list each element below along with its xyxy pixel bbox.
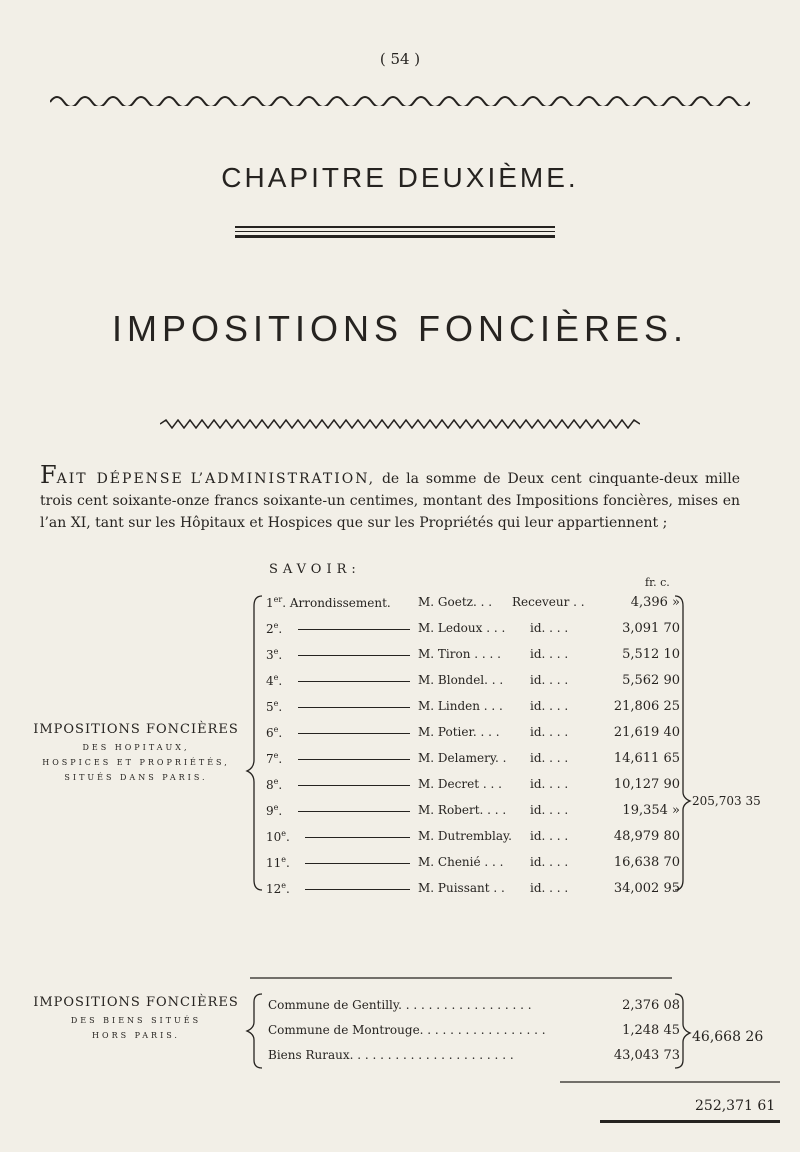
main-title: IMPOSITIONS FONCIÈRES. xyxy=(111,308,689,349)
row-amount: 34,002 95 xyxy=(613,881,680,896)
row-amount: 4,396 » xyxy=(630,595,680,610)
row-collector: M. Ledoux . . . xyxy=(418,621,506,635)
row-title: id. . . . xyxy=(530,803,569,817)
section2-right-brace xyxy=(675,994,690,1068)
row-collector: M. Tiron . . . . xyxy=(418,647,501,661)
row-amount: 19,354 » xyxy=(622,803,680,818)
row-collector: M. Dutremblay. xyxy=(418,829,512,843)
grand-total: 252,371 61 xyxy=(695,1098,776,1114)
row-title: id. . . . xyxy=(530,699,569,713)
section2-label-sub: HORS PARIS. xyxy=(92,1031,180,1040)
row-ordinal: 11e. xyxy=(266,855,290,870)
row-amount: 16,638 70 xyxy=(613,855,680,870)
section1-left-brace xyxy=(247,596,262,890)
row-collector: M. Decret . . . xyxy=(418,777,502,791)
drop-letter: F xyxy=(40,461,57,489)
row-ordinal: 5e. xyxy=(266,699,283,714)
section1-subtotal: 205,703 35 xyxy=(692,794,761,808)
row-ordinal: 12e. xyxy=(266,881,290,896)
page-number: ( 54 ) xyxy=(379,50,421,68)
commune-label: Commune de Gentilly. . . . . . . . . . . . . . . . . . xyxy=(268,998,532,1012)
section1-label-sub: DES HOPITAUX, xyxy=(82,743,190,752)
row-ordinal: 1er. Arrondissement. xyxy=(266,595,391,610)
savoir-heading: SAVOIR: xyxy=(269,562,361,577)
row-title: id. . . . xyxy=(530,673,569,687)
row-collector: M. Chenié . . . xyxy=(418,855,504,869)
commune-amount: 1,248 45 xyxy=(622,1023,680,1038)
row-collector: M. Delamery. . xyxy=(418,751,507,765)
row-ordinal: 7e. xyxy=(266,751,283,766)
row-amount: 21,619 40 xyxy=(613,725,680,740)
row-amount: 14,611 65 xyxy=(613,751,680,766)
section1-label-sub: HOSPICES ET PROPRIÉTÉS, xyxy=(42,758,230,767)
row-ordinal: 10e. xyxy=(266,829,290,844)
row-amount: 10,127 90 xyxy=(613,777,680,792)
row-collector: M. Goetz. . . xyxy=(418,595,493,609)
row-title: id. . . . xyxy=(530,751,569,765)
section1-right-brace xyxy=(675,596,690,890)
section2-subtotal: 46,668 26 xyxy=(692,1029,764,1045)
row-amount: 5,562 90 xyxy=(622,673,680,688)
row-collector: M. Potier. . . . xyxy=(418,725,500,739)
section1-label-sub: SITUÉS DANS PARIS. xyxy=(64,773,208,782)
row-title: id. . . . xyxy=(530,777,569,791)
row-amount: 21,806 25 xyxy=(613,699,680,714)
commune-label: Biens Ruraux. . . . . . . . . . . . . . . . . . . . . . xyxy=(268,1048,514,1062)
row-ordinal: 6e. xyxy=(266,725,283,740)
commune-amount: 43,043 73 xyxy=(613,1048,680,1063)
intro-text: de la somme de Deux cent cinquante-deux mille trois cent soixante-onze francs soixante-un centimes, montant des Impositions foncières, mises en l’an XI, tant sur les Hôpitaux et Hospices que sur les Propriétés qui leur appartiennent ; xyxy=(40,471,741,531)
row-collector: M. Blondel. . . xyxy=(418,673,504,687)
row-ordinal: 2e. xyxy=(266,621,283,636)
row-amount: 5,512 10 xyxy=(622,647,680,662)
chapter-title: CHAPITRE DEUXIÈME. xyxy=(221,162,579,193)
row-title: id. . . . xyxy=(530,829,569,843)
currency-header: fr. c. xyxy=(645,576,670,589)
commune-amount: 2,376 08 xyxy=(622,998,680,1013)
section2-label-sub: DES BIENS SITUÉS xyxy=(70,1016,202,1025)
commune-label: Commune de Montrouge. . . . . . . . . . . . . . . . . xyxy=(268,1023,546,1037)
row-collector: M. Puissant . . xyxy=(418,881,505,895)
section1-label-main: IMPOSITIONS FONCIÈRES xyxy=(33,722,239,737)
intro-lead: AIT DÉPENSE xyxy=(56,471,184,487)
row-ordinal: 4e. xyxy=(266,673,283,688)
section2-label-main: IMPOSITIONS FONCIÈRES xyxy=(33,995,239,1010)
row-title: Receveur . . xyxy=(512,595,585,609)
row-collector: M. Linden . . . xyxy=(418,699,503,713)
row-title: id. . . . xyxy=(530,855,569,869)
row-title: id. . . . xyxy=(530,725,569,739)
section2-left-brace xyxy=(247,994,262,1068)
row-title: id. . . . xyxy=(530,621,569,635)
row-title: id. . . . xyxy=(530,881,569,895)
row-amount: 3,091 70 xyxy=(622,621,680,636)
row-amount: 48,979 80 xyxy=(613,829,680,844)
row-title: id. . . . xyxy=(530,647,569,661)
row-ordinal: 9e. xyxy=(266,803,283,818)
row-ordinal: 3e. xyxy=(266,647,283,662)
row-collector: M. Robert. . . . xyxy=(418,803,507,817)
intro-administration: L’ADMINISTRATION, xyxy=(190,471,376,487)
row-ordinal: 8e. xyxy=(266,777,283,792)
